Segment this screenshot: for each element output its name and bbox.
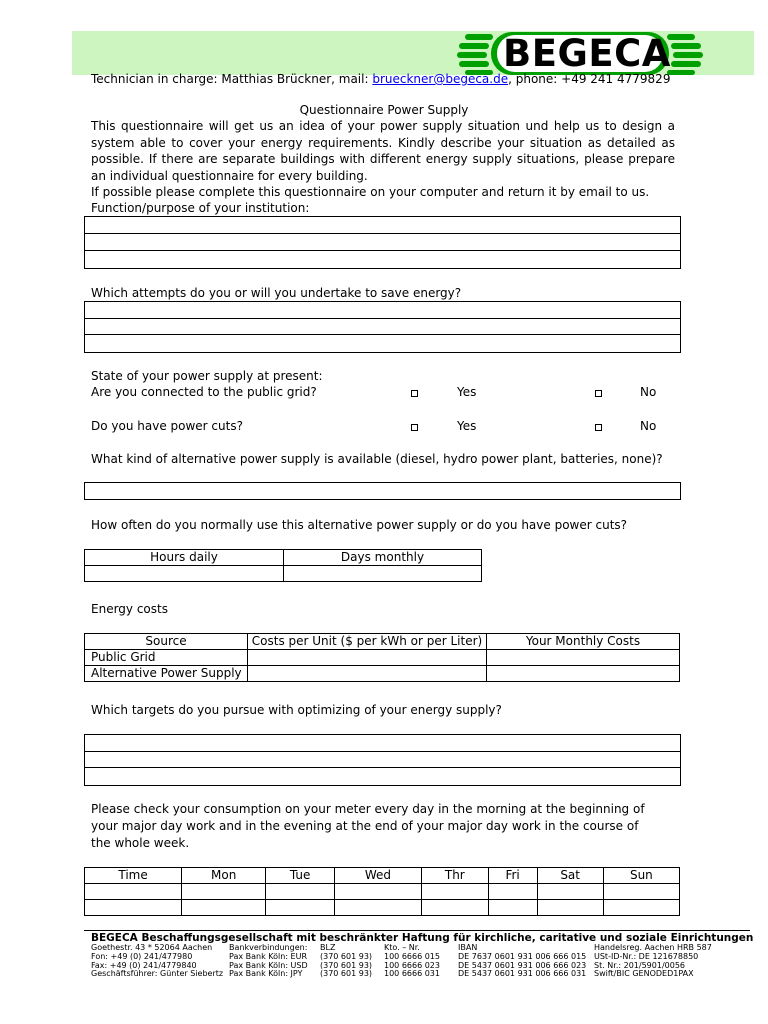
attempts-row-divider (84, 334, 681, 335)
usage-hours-cell[interactable] (85, 566, 284, 582)
footer-text: Bankverbindungen: (229, 943, 308, 952)
footer-text: (370 601 93) (320, 960, 373, 970)
footer-col-blz (320, 944, 372, 979)
technician-line (91, 71, 670, 88)
footer-text: Geschäftsführer: Günter Siebertz (91, 969, 224, 979)
energy-costs-heading: Energy costs (91, 602, 168, 616)
page-title: Questionnaire Power Supply (299, 103, 469, 117)
footer-col-account (384, 944, 440, 979)
footer-text: Fax: +49 (0) 241/4779840 (91, 960, 197, 970)
question-targets: Which targets do you pursue with optimizing of your energy supply? (91, 703, 502, 717)
costs-row-label: Alternative Power Supply (85, 666, 248, 682)
footer-text: 100 6666 015 (384, 951, 440, 961)
targets-row-divider (84, 767, 681, 768)
week-cell[interactable] (603, 900, 679, 916)
footer-text: Kto. – Nr. (384, 943, 420, 952)
question-function: Function/purpose of your institution: (91, 201, 310, 215)
footer-col-address (91, 944, 223, 979)
week-cell[interactable] (537, 900, 603, 916)
targets-row-divider (84, 751, 681, 752)
costs-row-label: Public Grid (85, 650, 248, 666)
costs-unit-cell[interactable] (248, 650, 487, 666)
week-cell[interactable] (182, 884, 266, 900)
costs-header: Source (85, 634, 248, 650)
cuts-yes-label: Yes (457, 419, 477, 433)
footer-text: DE 7637 0601 931 006 666 015 (458, 951, 587, 961)
footer-text: St. Nr.: 201/5901/0056 (594, 960, 685, 970)
usage-table (84, 549, 482, 582)
footer-text: IBAN (458, 943, 478, 952)
footer-text: Goethestr. 43 * 52064 Aachen (91, 943, 213, 952)
footer-text: Pax Bank Köln: EUR (229, 951, 308, 961)
footer-text: Pax Bank Köln: JPY (229, 969, 303, 979)
footer-text: Pax Bank Köln: USD (229, 960, 308, 970)
cuts-yes-checkbox[interactable] (411, 424, 418, 431)
footer-text: (370 601 93) (320, 951, 373, 961)
week-cell[interactable] (421, 884, 488, 900)
footer-text: Fon: +49 (0) 241/477980 (91, 951, 193, 961)
footer-divider (84, 930, 750, 931)
attempts-row-divider (84, 318, 681, 319)
footer-text: 100 6666 031 (384, 969, 440, 979)
week-cell[interactable] (603, 884, 679, 900)
grid-yes-checkbox[interactable] (411, 390, 418, 397)
week-cell[interactable] (182, 900, 266, 916)
week-cell[interactable] (335, 900, 422, 916)
function-answer-box[interactable] (84, 216, 681, 269)
week-table (84, 867, 680, 916)
footer-text: DE 5437 0601 931 006 666 023 (458, 960, 587, 970)
technician-prefix: Technician in charge: Matthias Brückner, mail: (91, 72, 373, 86)
intro-paragraph: This questionnaire will get us an idea of your power supply situation und help us to design a system able to cover your energy requirements. Kindly describe your situation as detailed as possible. If there are separate buildings with different energy supply situations, please prepare an individual questionnaire for every building. (91, 119, 675, 183)
week-cell[interactable] (85, 900, 182, 916)
question-grid: Are you connected to the public grid? (91, 385, 317, 399)
footer-col-bank (229, 944, 308, 979)
function-row-divider (84, 233, 681, 234)
week-header-day: Fri (488, 868, 537, 884)
week-header-time: Time (85, 868, 182, 884)
state-heading: State of your power supply at present: (91, 369, 323, 383)
week-header-day: Sun (603, 868, 679, 884)
costs-unit-cell[interactable] (248, 666, 487, 682)
week-header-day: Sat (537, 868, 603, 884)
week-cell[interactable] (537, 884, 603, 900)
costs-table (84, 633, 680, 682)
usage-header: Hours daily (85, 550, 284, 566)
grid-no-checkbox[interactable] (595, 390, 602, 397)
footer-text: USt-ID-Nr.: DE 121678850 (594, 951, 699, 961)
footer-text: DE 5437 0601 931 006 666 031 (458, 969, 587, 979)
targets-answer-box[interactable] (84, 734, 681, 786)
instruction-text: If possible please complete this questionnaire on your computer and return it by email to us. (91, 185, 650, 199)
usage-header: Days monthly (284, 550, 482, 566)
week-cell[interactable] (266, 884, 335, 900)
cuts-no-label: No (640, 419, 657, 433)
week-cell[interactable] (488, 884, 537, 900)
footer-text: Handelsreg. Aachen HRB 587 (594, 943, 712, 952)
technician-suffix: , phone: +49 241 4779829 (508, 72, 671, 86)
function-row-divider (84, 250, 681, 251)
question-how-often: How often do you normally use this alternative power supply or do you have power cuts? (91, 518, 628, 532)
footer-col-register (594, 944, 712, 979)
week-cell[interactable] (85, 884, 182, 900)
cuts-no-checkbox[interactable] (595, 424, 602, 431)
grid-yes-label: Yes (457, 385, 477, 399)
question-alternative: What kind of alternative power supply is available (diesel, hydro power plant, batteries, none)? (91, 452, 663, 466)
week-header-day: Tue (266, 868, 335, 884)
week-cell[interactable] (488, 900, 537, 916)
meter-instruction: Please check your consumption on your meter every day in the morning at the beginning of your major day work and in the evening at the end of your major day work in the course of the whole week. (91, 802, 645, 850)
alternative-answer-box[interactable] (84, 482, 681, 500)
week-cell[interactable] (335, 884, 422, 900)
grid-no-label: No (640, 385, 657, 399)
attempts-answer-box[interactable] (84, 301, 681, 353)
usage-days-cell[interactable] (284, 566, 482, 582)
technician-email-link[interactable]: brueckner@begeca.de (372, 72, 509, 86)
footer-company: BEGECA Beschaffungsgesellschaft mit beschränkter Haftung für kirchliche, caritative und soziale Einrichtungen (91, 932, 754, 944)
week-cell[interactable] (421, 900, 488, 916)
footer-col-iban (458, 944, 586, 979)
costs-monthly-cell[interactable] (487, 650, 680, 666)
footer-text: (370 601 93) (320, 969, 373, 979)
costs-header: Your Monthly Costs (487, 634, 680, 650)
question-power-cuts: Do you have power cuts? (91, 419, 243, 433)
footer-text: BLZ (320, 943, 336, 952)
costs-monthly-cell[interactable] (487, 666, 680, 682)
footer-text: 100 6666 023 (384, 960, 440, 970)
week-cell[interactable] (266, 900, 335, 916)
week-header-day: Thr (421, 868, 488, 884)
question-attempts: Which attempts do you or will you undertake to save energy? (91, 286, 462, 300)
week-header-day: Wed (335, 868, 422, 884)
logo-text: BEGECA (503, 32, 671, 75)
footer-text: Swift/BIC GENODED1PAX (594, 969, 694, 979)
costs-header: Costs per Unit ($ per kWh or per Liter) (248, 634, 487, 650)
week-header-day: Mon (182, 868, 266, 884)
